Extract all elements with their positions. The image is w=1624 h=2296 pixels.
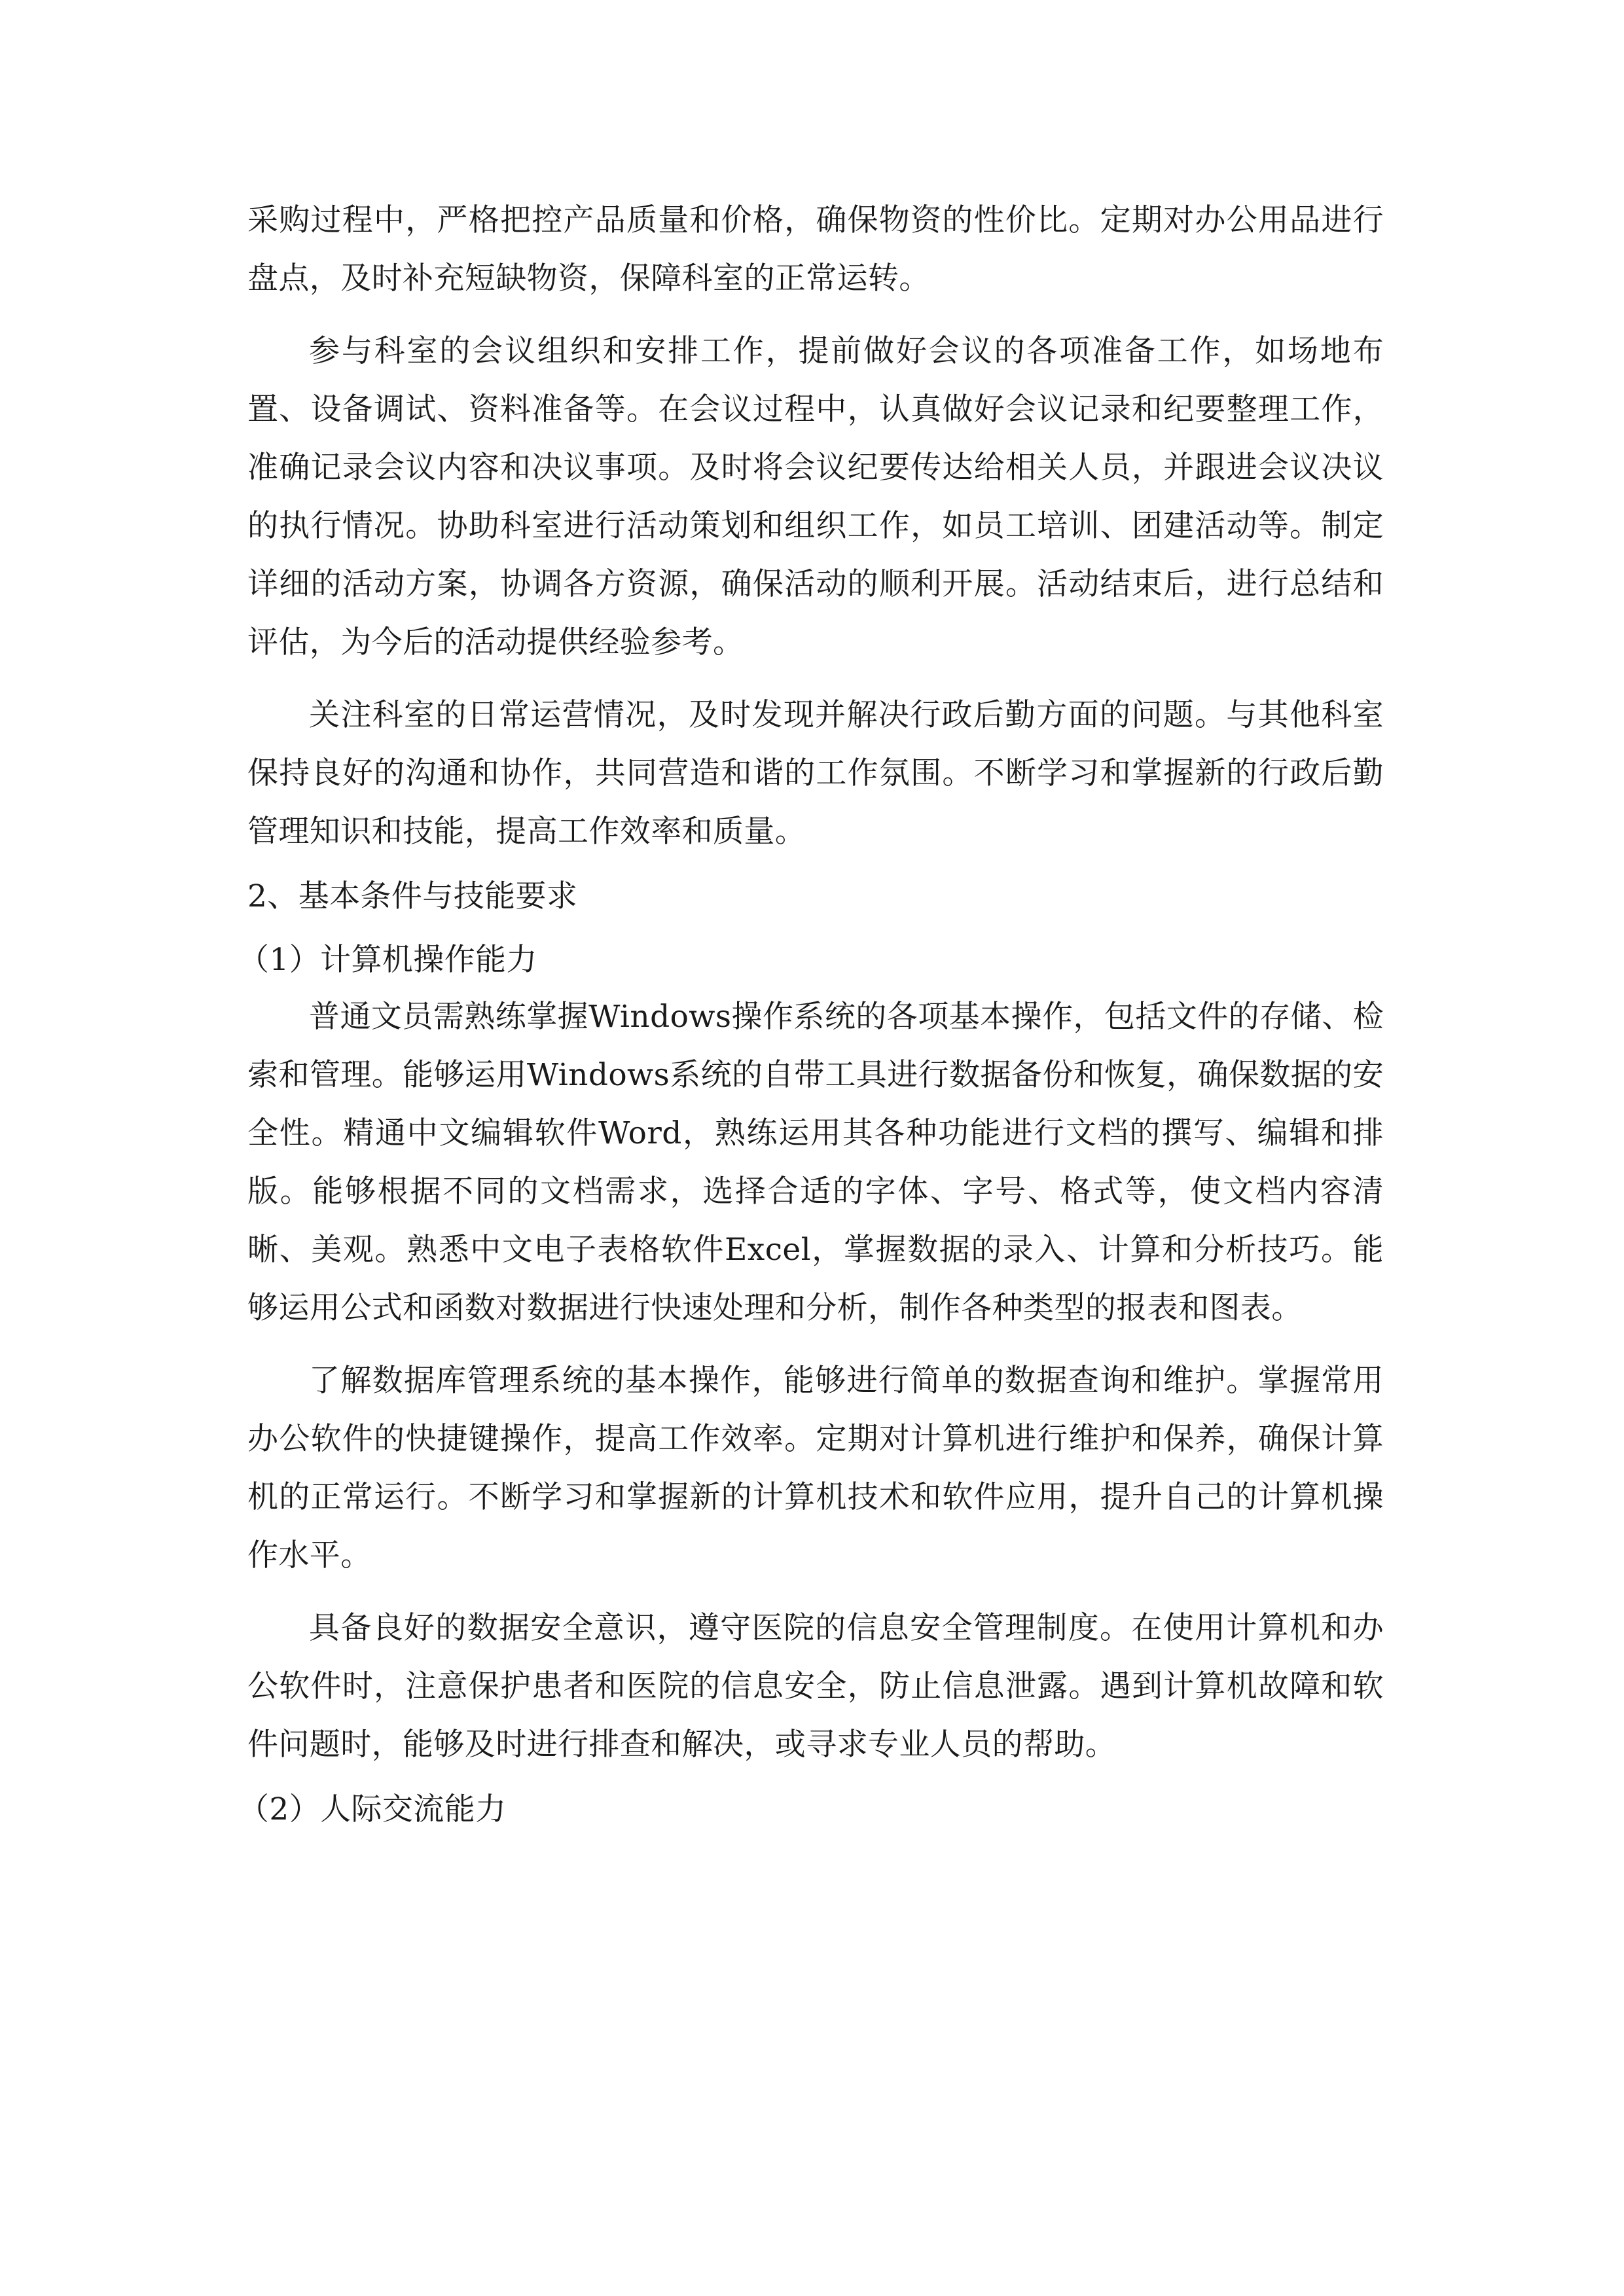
section-heading: 2、基本条件与技能要求 xyxy=(247,878,578,914)
subsection-heading-communication: （2）人际交流能力 xyxy=(238,1791,507,1827)
paragraph-computer-skills: 普通文员需熟练掌握Windows操作系统的各项基本操作，包括文件的存储、检索和管理。能够运用Windows系统的自带工具进行数据备份和恢复，确保数据的安全性。精通中文编辑软件Word，熟练运用其各种功能进行文档的撰写、编辑和排版。能够根据不同的文档需求，选择合适的字体、字号、格式等，使文档内容清晰、美观。熟悉中文电子表格软件Excel，掌握数据的录入、计算和分析技巧。能够运用公式和函数对数据进行快速处理和分析，制作各种类型的报表和图表。 xyxy=(247,999,1384,1326)
paragraph-data-security: 具备良好的数据安全意识，遵守医院的信息安全管理制度。在使用计算机和办公软件时，注意保护患者和医院的信息安全，防止信息泄露。遇到计算机故障和软件问题时，能够及时进行排查和解决，或寻求专业人员的帮助。 xyxy=(247,1610,1384,1763)
document-page xyxy=(238,191,1384,1837)
paragraph-operations: 关注科室的日常运营情况，及时发现并解决行政后勤方面的问题。与其他科室保持良好的沟通和协作，共同营造和谐的工作氛围。不断学习和掌握新的行政后勤管理知识和技能，提高工作效率和质量。 xyxy=(247,697,1384,850)
subsection-heading-computer: （1）计算机操作能力 xyxy=(238,942,537,978)
paragraph-procurement: 采购过程中，严格把控产品质量和价格，确保物资的性价比。定期对办公用品进行盘点，及时补充短缺物资，保障科室的正常运转。 xyxy=(247,202,1384,296)
paragraph-database-skills: 了解数据库管理系统的基本操作，能够进行简单的数据查询和维护。掌握常用办公软件的快捷键操作，提高工作效率。定期对计算机进行维护和保养，确保计算机的正常运行。不断学习和掌握新的计算机技术和软件应用，提升自己的计算机操作水平。 xyxy=(247,1363,1384,1573)
paragraph-meetings: 参与科室的会议组织和安排工作，提前做好会议的各项准备工作，如场地布置、设备调试、资料准备等。在会议过程中，认真做好会议记录和纪要整理工作，准确记录会议内容和决议事项。及时将会议纪要传达给相关人员，并跟进会议决议的执行情况。协助科室进行活动策划和组织工作，如员工培训、团建活动等。制定详细的活动方案，协调各方资源，确保活动的顺利开展。活动结束后，进行总结和评估，为今后的活动提供经验参考。 xyxy=(247,333,1384,660)
